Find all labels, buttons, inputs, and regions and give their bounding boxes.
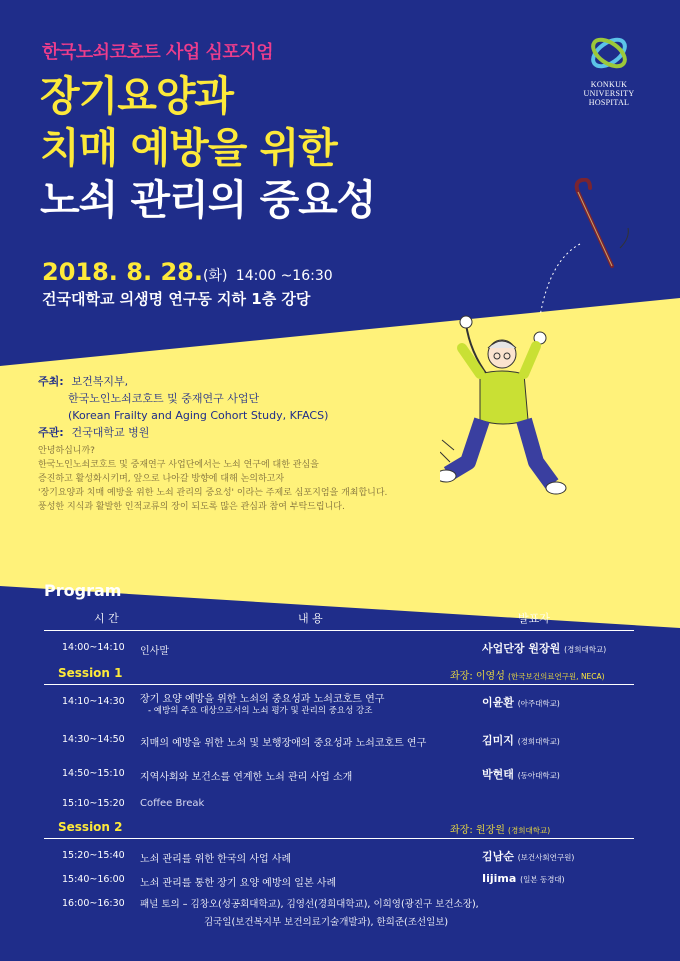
row-time: 16:00~16:30 (62, 898, 125, 909)
invitation-text (38, 444, 387, 514)
row-content: 치매의 예방을 위한 노쇠 및 보행장애의 중요성과 노쇠코호트 연구 (140, 738, 427, 749)
presenter-affil: (경희대학교) (564, 645, 607, 654)
row-time: 14:30~14:50 (62, 734, 125, 745)
date-day: (화) (202, 268, 228, 284)
intro-line: 풍성한 지식과 활발한 인적교류의 장이 되도록 많은 관심과 참여 부탁드립니다. (38, 502, 345, 512)
presenter-name: 이윤환 (482, 696, 514, 709)
event-date (42, 258, 333, 286)
organizer-label: 주관: (38, 426, 64, 439)
row-time: 14:10~14:30 (62, 696, 125, 707)
hospital-logo (576, 30, 642, 107)
intro-line: 한국노인노쇠코호트 및 중재연구 사업단에서는 노쇠 연구에 대한 관심을 (38, 460, 319, 470)
col-header-presenter: 발표자 (518, 612, 550, 625)
row-content: 노쇠 관리를 위한 한국의 사업 사례 (140, 854, 292, 865)
panel-label: 패널 토의 – (140, 899, 188, 910)
row-time: 15:10~15:20 (62, 798, 125, 809)
row-presenter (482, 694, 560, 710)
title-line-3: 노쇠 관리의 중요성 (40, 176, 376, 224)
symposium-subtitle: 한국노쇠코호트 사업 심포지엄 (42, 42, 274, 63)
row-presenter (482, 640, 606, 656)
logo-line-2: UNIVERSITY (583, 89, 635, 98)
presenter-name: 김남순 (482, 850, 514, 863)
chair-affil: (한국보건의료연구원, NECA) (508, 672, 605, 681)
row-time: 15:20~15:40 (62, 850, 125, 861)
row-presenter (482, 848, 574, 864)
title-line-1: 장기요양과 (40, 72, 234, 120)
chair-name: 좌장: 이영성 (450, 671, 505, 682)
row-content: 노쇠 관리를 통한 장기 요양 예방의 일본 사례 (140, 878, 337, 889)
session-1-chair (450, 667, 605, 682)
row-subtitle: - 예방의 주요 대상으로서의 노쇠 평가 및 관리의 중요성 강조 (148, 706, 373, 716)
event-venue: 건국대학교 의생명 연구동 지하 1층 강당 (42, 290, 311, 308)
date-time: 14:00 ~16:30 (235, 268, 333, 284)
row-time: 15:40~16:00 (62, 874, 125, 885)
host-line-1: 보건복지부, (71, 375, 129, 388)
row-content: 인사말 (140, 646, 169, 657)
panel-line-1: 김창오(성공회대학교), 김영선(경희대학교), 이희영(광진구 보건소장), (190, 899, 479, 910)
konkuk-hospital-logo-icon (586, 30, 632, 76)
chair-affil: (경희대학교) (508, 826, 551, 835)
row-time: 14:50~15:10 (62, 768, 125, 779)
row-content: 장기 요양 예방을 위한 노쇠의 중요성과 노쇠코호트 연구 (140, 694, 385, 705)
intro-line: 안녕하십니까? (38, 446, 95, 456)
col-header-content: 내 용 (298, 612, 323, 625)
presenter-affil: (동아대학교) (517, 771, 560, 780)
divider (44, 838, 634, 839)
logo-line-3: HOSPITAL (588, 98, 630, 107)
coffee-break: Coffee Break (140, 798, 205, 809)
host-line-2: 한국노인노쇠코호트 및 중재연구 사업단 (68, 392, 260, 405)
chair-name: 좌장: 원장원 (450, 825, 505, 836)
presenter-affil: (일본 동경대) (520, 875, 565, 884)
divider (44, 684, 634, 685)
row-time: 14:00~14:10 (62, 642, 125, 653)
organizer-name: 건국대학교 병원 (71, 426, 150, 439)
session-2-chair (450, 821, 550, 836)
session-2-label: Session 2 (58, 820, 123, 834)
program-title: Program (44, 581, 122, 600)
row-presenter (482, 732, 560, 748)
logo-line-1: KONKUK (590, 80, 628, 89)
presenter-affil: (아주대학교) (517, 699, 560, 708)
row-content: 지역사회와 보건소를 연계한 노쇠 관리 사업 소개 (140, 772, 353, 783)
motion-line-illustration (520, 240, 590, 320)
presenter-name: 김미지 (482, 734, 514, 747)
intro-line: '장기요양과 치매 예방을 위한 노쇠 관리의 중요성' 이라는 주제로 심포지엄을 개최합니다. (38, 488, 388, 498)
col-header-time: 시 간 (94, 612, 119, 625)
session-1-label: Session 1 (58, 666, 123, 680)
title-line-2: 치매 예방을 위한 (40, 124, 337, 172)
presenter-name: 사업단장 원장원 (482, 642, 561, 655)
host-line-3: (Korean Frailty and Aging Cohort Study, KFACS) (68, 409, 329, 422)
presenter-name: 박현태 (482, 768, 514, 781)
presenter-affil: (경희대학교) (517, 737, 560, 746)
host-organizer-block (38, 373, 328, 441)
presenter-name: Iijima (482, 872, 517, 885)
panel-line-2: 김국일(보건복지부 보건의료기술개발과), 한희준(조선일보) (204, 917, 449, 928)
divider (44, 630, 634, 631)
intro-line: 증진하고 활성화시키며, 앞으로 나아갈 방향에 대해 논의하고자 (38, 474, 285, 484)
host-label: 주최: (38, 375, 64, 388)
elderly-man-illustration (440, 312, 570, 502)
date-main: 2018. 8. 28. (42, 258, 203, 286)
row-presenter (482, 766, 560, 782)
row-presenter (482, 872, 565, 885)
presenter-affil: (보건사회연구원) (517, 853, 575, 862)
panel-discussion (140, 896, 479, 910)
